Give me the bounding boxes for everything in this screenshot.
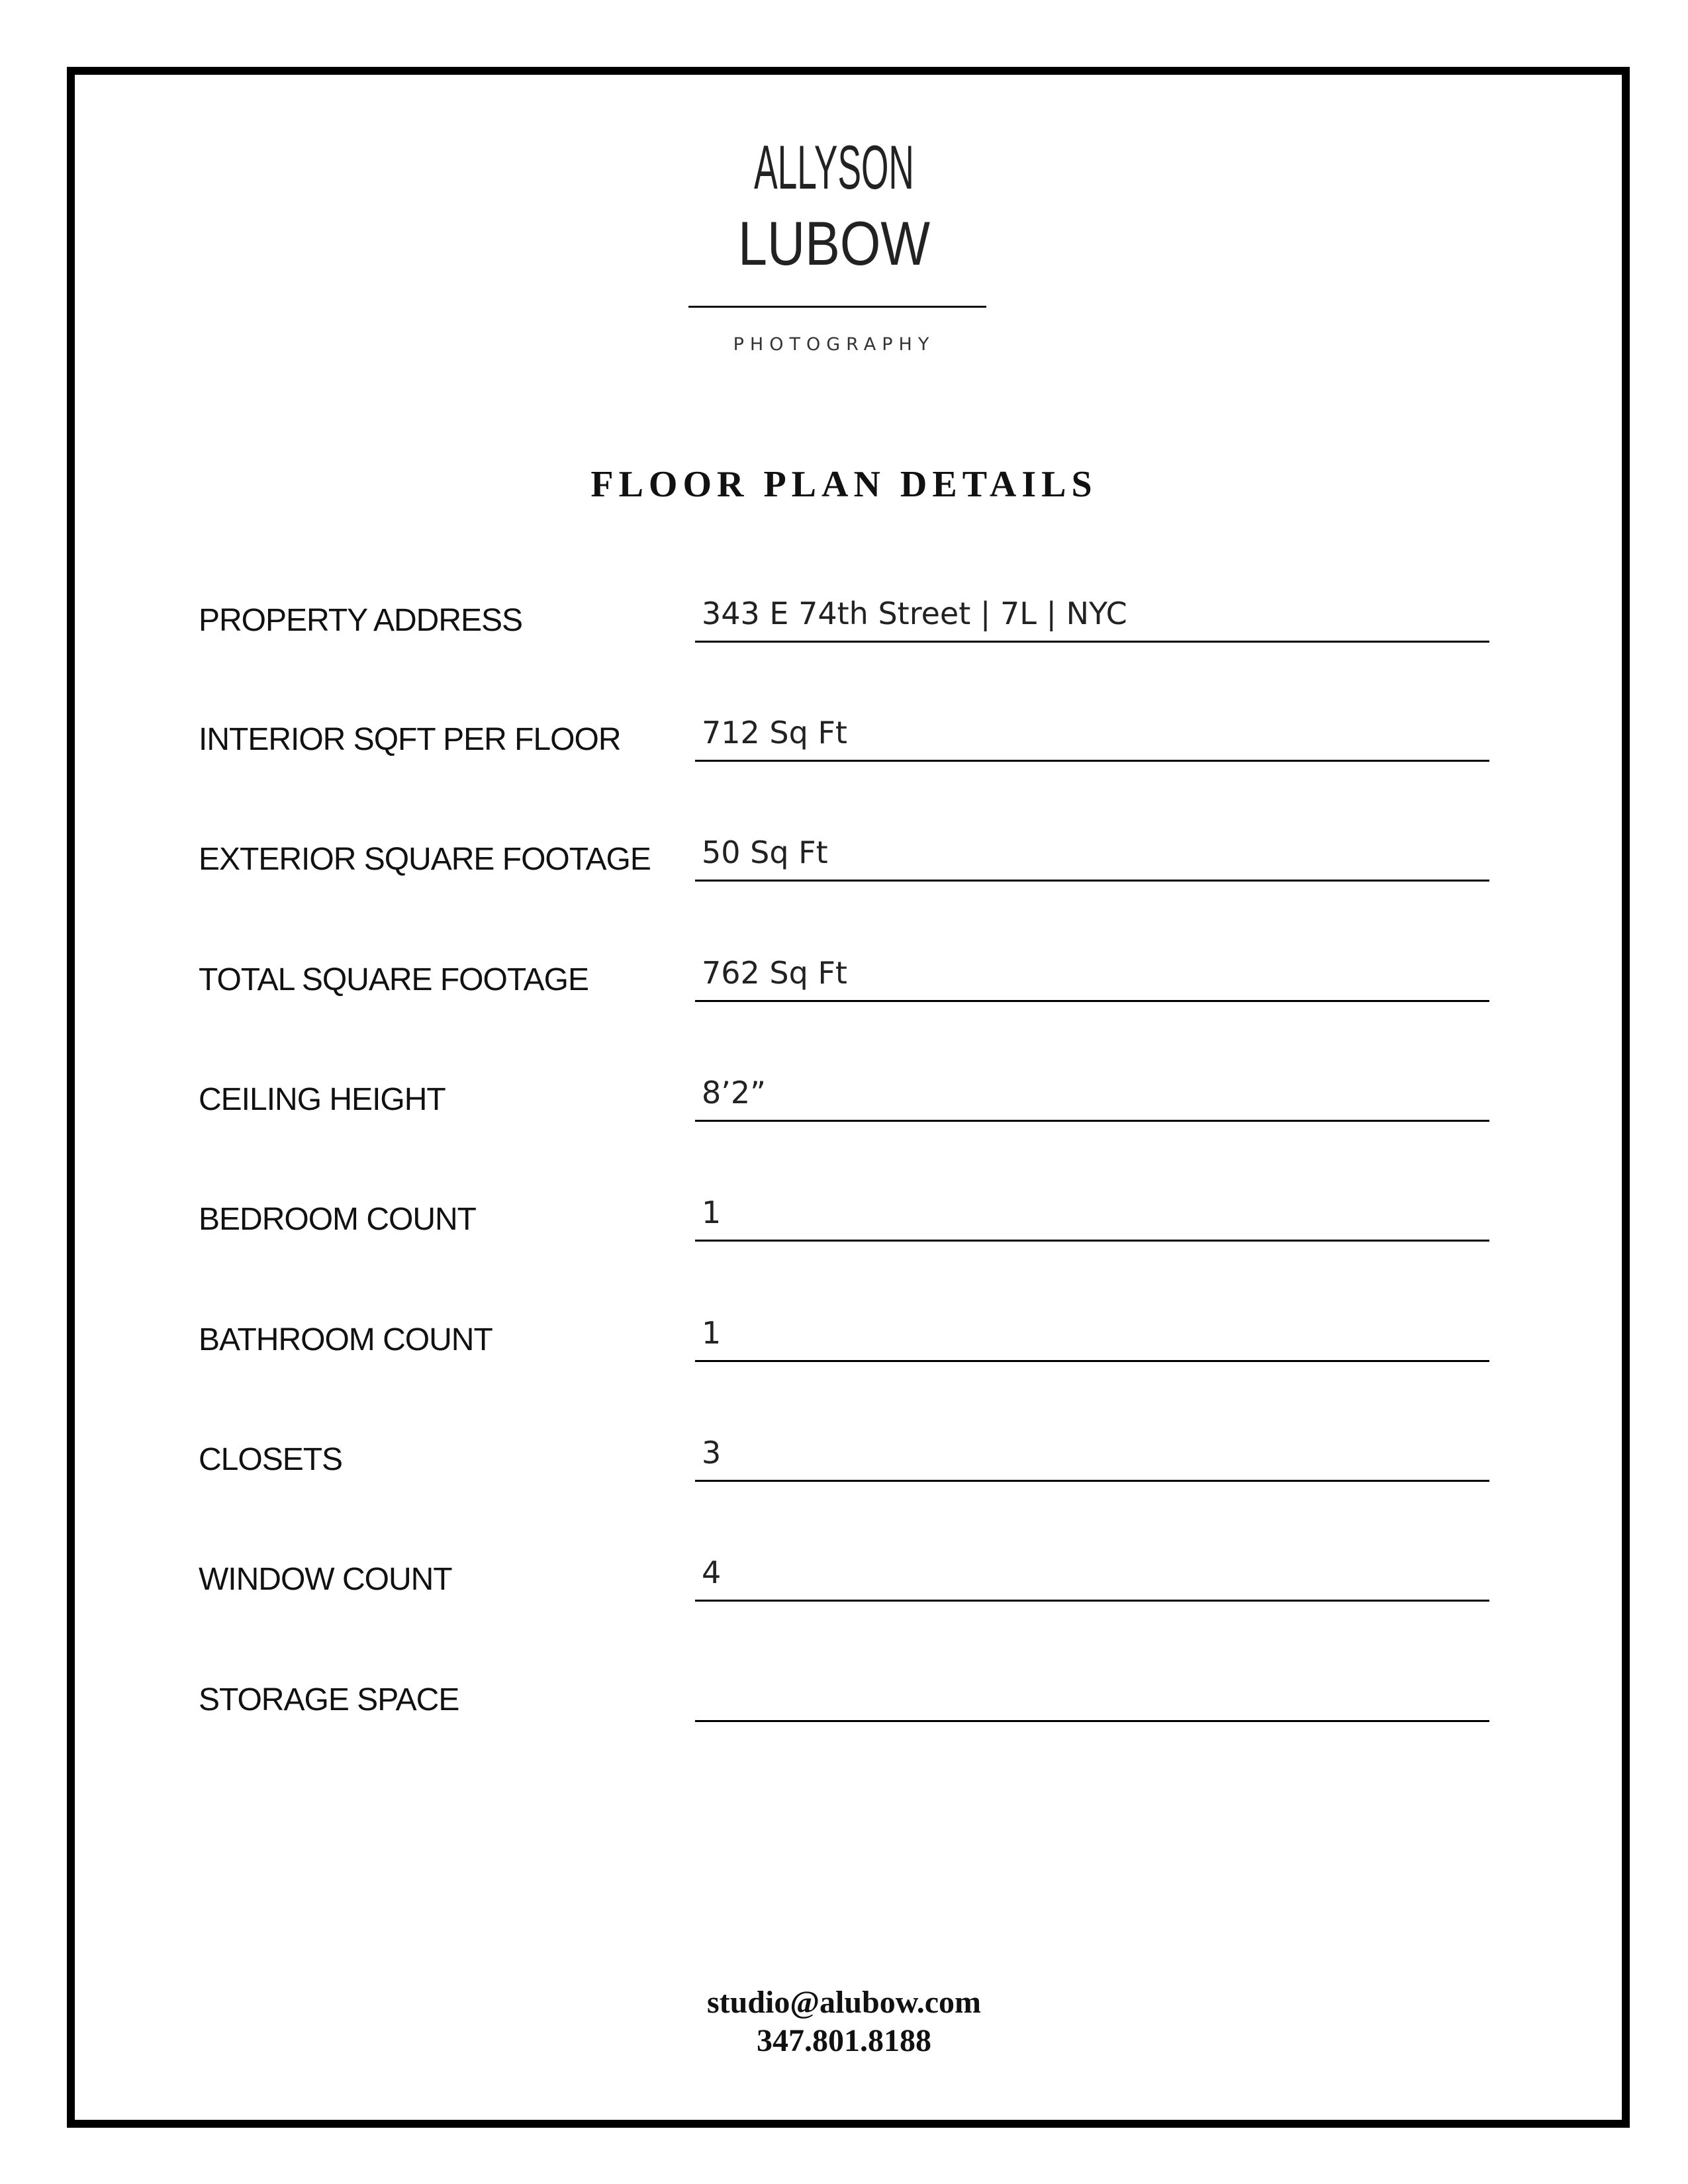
logo-divider xyxy=(688,306,986,308)
field-row-closets xyxy=(199,1435,1489,1481)
field-row-bathroom-count xyxy=(199,1315,1489,1361)
field-value-line[interactable] xyxy=(695,1435,1489,1482)
field-label: TOTAL SQUARE FOOTAGE xyxy=(199,962,588,997)
logo-subtitle: PHOTOGRAPHY xyxy=(733,334,935,355)
field-value: 3 xyxy=(702,1435,722,1471)
field-value: 762 Sq Ft xyxy=(702,955,847,991)
field-value-line[interactable] xyxy=(695,596,1489,643)
field-value-line[interactable] xyxy=(695,1555,1489,1602)
field-row-ceiling-height xyxy=(199,1075,1489,1121)
field-label: BATHROOM COUNT xyxy=(199,1322,492,1357)
field-value-line[interactable] xyxy=(695,1195,1489,1242)
field-value: 8’2” xyxy=(702,1075,766,1111)
brand-logo xyxy=(662,136,1006,361)
field-row-exterior-sqft xyxy=(199,835,1489,881)
logo-line-1: ALLYSON xyxy=(754,136,914,203)
field-row-bedroom-count xyxy=(199,1195,1489,1241)
field-value-line[interactable] xyxy=(695,835,1489,882)
field-label: CEILING HEIGHT xyxy=(199,1082,445,1117)
page-title: FLOOR PLAN DETAILS xyxy=(590,464,1098,505)
field-value: 1 xyxy=(702,1195,722,1230)
field-label: STORAGE SPACE xyxy=(199,1682,459,1717)
logo-line-2: LUBOW xyxy=(738,208,931,278)
field-value-line[interactable] xyxy=(695,1675,1489,1722)
field-label: PROPERTY ADDRESS xyxy=(199,603,523,638)
field-value: 4 xyxy=(702,1555,722,1590)
field-row-property-address xyxy=(199,596,1489,642)
field-label: BEDROOM COUNT xyxy=(199,1202,476,1237)
field-row-total-sqft xyxy=(199,955,1489,1001)
field-label: WINDOW COUNT xyxy=(199,1562,452,1597)
contact-email[interactable]: studio@alubow.com xyxy=(706,1985,982,2020)
field-value-line[interactable] xyxy=(695,1075,1489,1122)
field-value-line[interactable] xyxy=(695,715,1489,762)
field-row-storage-space xyxy=(199,1675,1489,1721)
field-label: EXTERIOR SQUARE FOOTAGE xyxy=(199,842,651,877)
field-value: 1 xyxy=(702,1315,722,1351)
field-label: CLOSETS xyxy=(199,1442,343,1477)
field-label: INTERIOR SQFT PER FLOOR xyxy=(199,722,621,757)
field-row-interior-sqft xyxy=(199,715,1489,761)
field-row-window-count xyxy=(199,1555,1489,1601)
field-value: 343 E 74th Street | 7L | NYC xyxy=(702,596,1127,631)
field-value: 712 Sq Ft xyxy=(702,715,847,751)
field-value-line[interactable] xyxy=(695,955,1489,1002)
field-value-line[interactable] xyxy=(695,1315,1489,1362)
contact-phone[interactable]: 347.801.8188 xyxy=(757,2023,931,2058)
field-value: 50 Sq Ft xyxy=(702,835,828,870)
